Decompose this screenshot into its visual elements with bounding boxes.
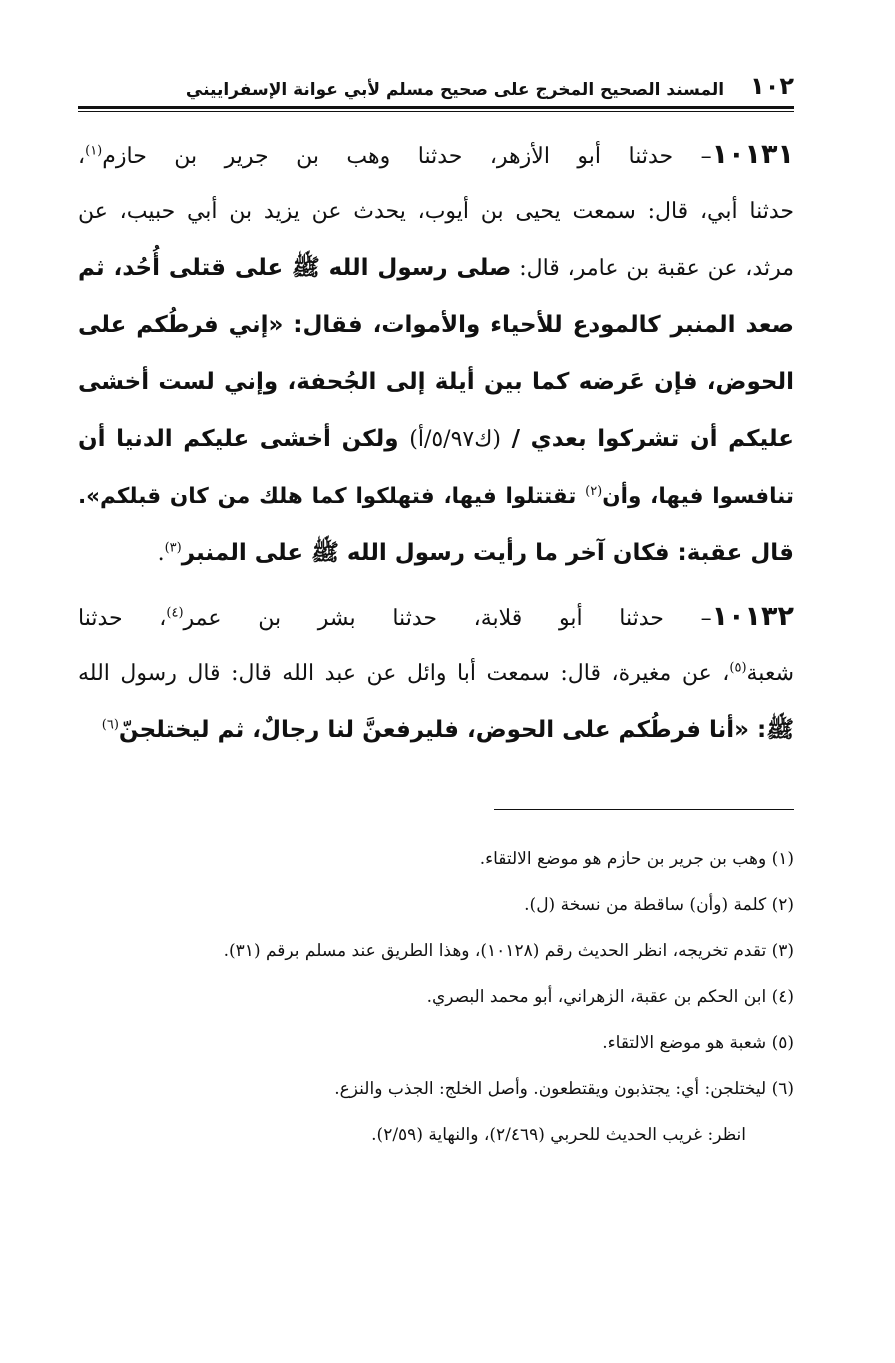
footnote-3: (٣) تقدم تخريجه، انظر الحديث رقم (١٠١٢٨)، وهذا الطريق عند مسلم برقم (٣١). xyxy=(223,941,794,961)
hadith-2-line-2: شعبة$^{(٥)}$، عن مغيرة، قال: سمعت أبا وائل عن عبد الله قال: قال رسول الله xyxy=(78,660,794,686)
footnotes xyxy=(78,836,794,1158)
page-number: ١٠٢ xyxy=(750,72,794,100)
hadith-1-line-5: الحوض، فإن عَرضه كما بين أيلة إلى الجُحفة، وإني لست أخشى xyxy=(78,369,794,395)
hadith-number: ١٠١٣٢ xyxy=(711,601,794,632)
footnote-6-continuation: انظر: غريب الحديث للحربي (٢/٤٦٩)، والنهاية (٢/٥٩). xyxy=(371,1125,746,1145)
hadith-1-line-8: قال عقبة: فكان آخر ما رأيت رسول الله ﷺ على المنبر$^{(٣)}$. xyxy=(157,540,794,566)
hadith-1-line-1: ١٠١٣١– حدثنا أبو الأزهر، حدثنا وهب بن جرير بن حازم$^{(١)}$، xyxy=(78,139,794,170)
footnote-ref: (١) xyxy=(85,143,103,159)
book-page xyxy=(78,60,794,1300)
footnote-ref: (٣) xyxy=(164,540,182,556)
footnote-ref: (٢) xyxy=(585,484,603,500)
main-text xyxy=(78,126,794,759)
hadith-2-line-3: ﷺ: «أنا فرطُكم على الحوض، فليرفعنَّ لنا رجالٌ، ثم ليختلجنّ$^{(٦)}$ xyxy=(101,717,794,743)
footnote-4: (٤) ابن الحكم بن عقبة، الزهراني، أبو محمد البصري. xyxy=(426,987,794,1007)
footnote-6: (٦) ليختلجن: أي: يجتذبون ويقتطعون. وأصل الخلج: الجذب والنزع. xyxy=(334,1079,794,1099)
hadith-1-line-6: عليكم أن تشركوا بعدي / (ك٥/٩٧/أ) ولكن أخشى عليكم الدنيا أن xyxy=(78,426,794,452)
manuscript-folio-ref: (ك٥/٩٧/أ) xyxy=(409,427,501,452)
hadith-2-line-1: ١٠١٣٢– حدثنا أبو قلابة، حدثنا بشر بن عمر$^{(٤)}$، حدثنا xyxy=(78,601,794,632)
footnote-separator xyxy=(494,809,794,810)
footnote-5: (٥) شعبة هو موضع الالتقاء. xyxy=(602,1033,794,1053)
hadith-1-line-3: مرثد، عن عقبة بن عامر، قال: صلى رسول الله ﷺ على قتلى أُحُد، ثم xyxy=(78,255,794,281)
footnote-ref: (٦) xyxy=(101,717,119,733)
header-rule-thin xyxy=(78,111,794,112)
hadith-1-line-4: صعد المنبر كالمودع للأحياء والأموات، فقال: «إني فرطُكم على xyxy=(78,312,794,338)
hadith-1-line-7: تنافسوا فيها، وأن$^{(٢)}$ تقتتلوا فيها، فتهلكوا كما هلك من كان قبلكم». xyxy=(78,484,794,509)
footnote-1: (١) وهب بن جرير بن حازم هو موضع الالتقاء. xyxy=(479,849,794,869)
footnote-2: (٢) كلمة (وأن) ساقطة من نسخة (ل). xyxy=(524,895,794,915)
header-rule-thick xyxy=(78,106,794,109)
footnote-ref: (٥) xyxy=(729,660,747,676)
hadith-number: ١٠١٣١ xyxy=(711,139,794,170)
running-title: المسند الصحيح المخرج على صحيح مسلم لأبي عوانة الإسفراييني xyxy=(185,80,725,100)
footnote-ref: (٤) xyxy=(166,605,184,621)
page-header xyxy=(78,60,794,100)
hadith-1-line-2: حدثنا أبي، قال: سمعت يحيى بن أيوب، يحدث عن يزيد بن أبي حبيب، عن xyxy=(78,199,794,224)
